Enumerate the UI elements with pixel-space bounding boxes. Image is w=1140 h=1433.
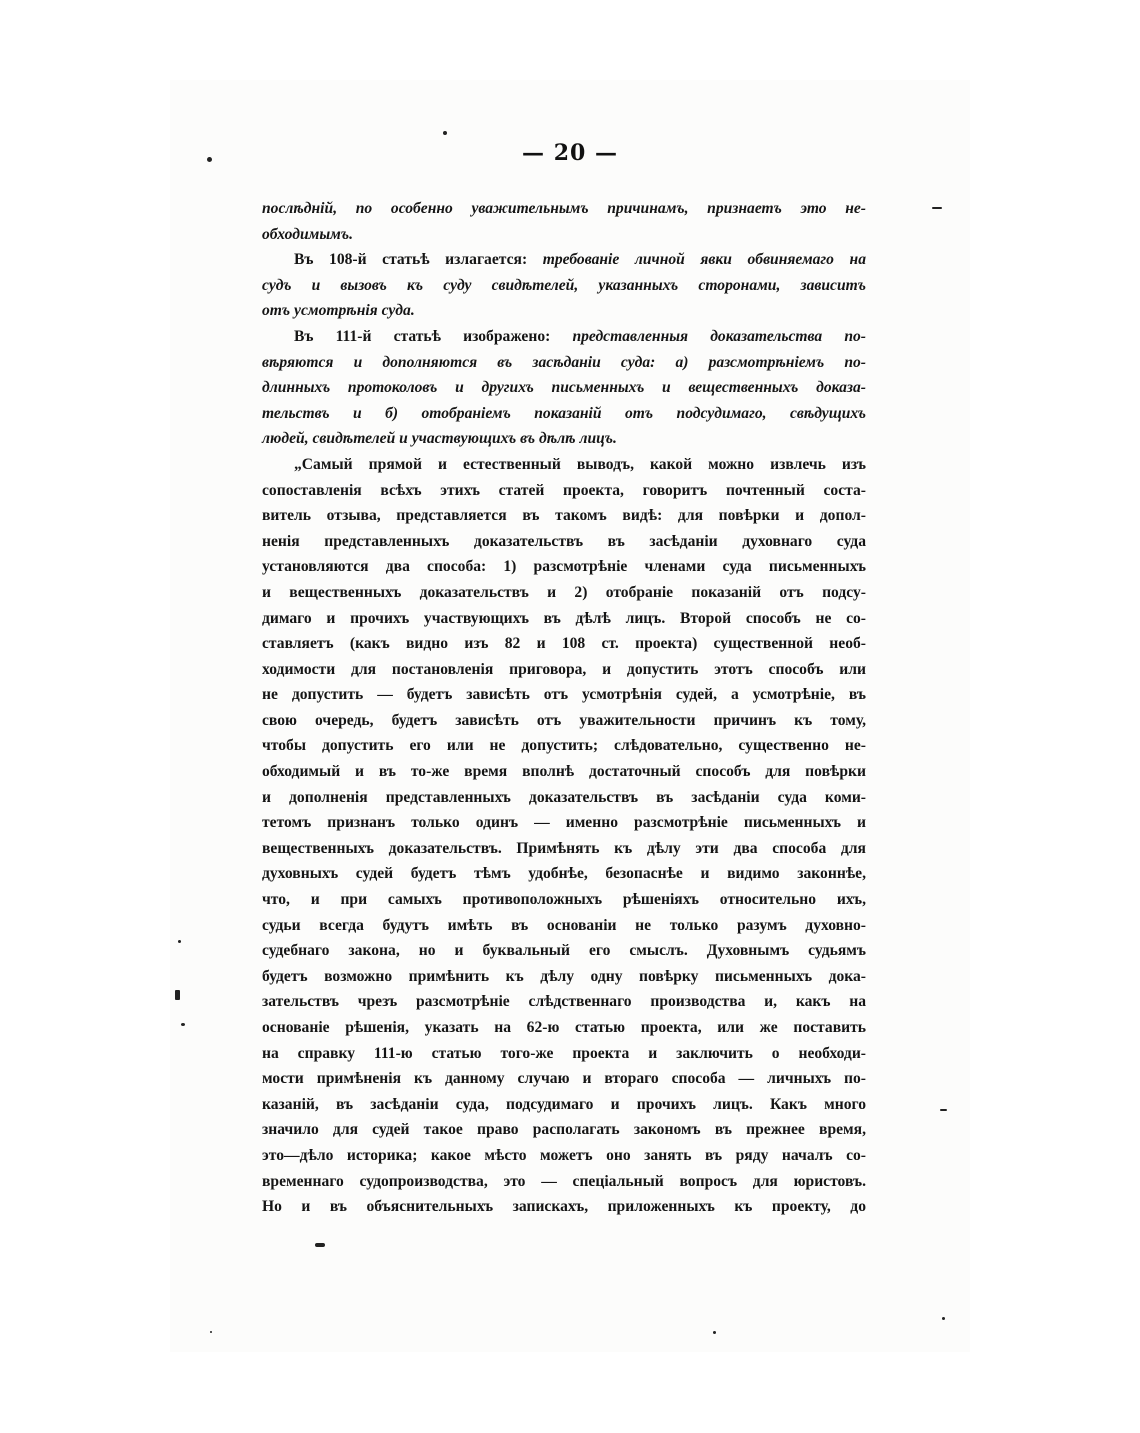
text-line: димаго и прочихъ участвующихъ въ дѣлѣ лицъ. Второй способъ не со- bbox=[262, 609, 866, 627]
text-line: что, и при самыхъ противоположныхъ рѣшеніяхъ относительно ихъ, bbox=[262, 891, 866, 909]
italic-quote: представленныя доказательства по- bbox=[572, 327, 866, 345]
scan-speck bbox=[315, 1243, 325, 1247]
italic-quote: требованіе личной явки обвиняемаго на bbox=[542, 251, 866, 269]
text-line: и дополненія представленныхъ доказательствъ въ засѣданіи суда коми- bbox=[262, 788, 866, 806]
text-line: временнаго судопроизводства, это — спеціальный вопросъ для юристовъ. bbox=[262, 1172, 866, 1190]
scan-speck bbox=[175, 990, 180, 1000]
paragraph-0 bbox=[262, 196, 866, 247]
text-line: обходимый и въ то-же время вполнѣ достаточный способъ для повѣрки bbox=[262, 763, 866, 781]
text-line: не допустить — будетъ зависѣть отъ усмотрѣнія судей, а усмотрѣніе, въ bbox=[262, 686, 866, 704]
text-line: это—дѣло историка; какое мѣсто можетъ оно занять въ ряду началъ со- bbox=[262, 1146, 866, 1164]
text-line: сопоставленія всѣхъ этихъ статей проекта, говоритъ почтенный соста- bbox=[262, 481, 866, 499]
paragraph-3 bbox=[262, 452, 866, 1220]
page-number: — 20 — bbox=[522, 140, 618, 166]
text-line: и вещественныхъ доказательствъ и 2) отобраніе показаній отъ подсу- bbox=[262, 583, 866, 601]
text-line: ставляетъ (какъ видно изъ 82 и 108 ст. проекта) существенной необ- bbox=[262, 635, 866, 653]
text-line: свою очередь, будетъ зависѣть отъ уважительности причинъ къ тому, bbox=[262, 711, 866, 729]
body-text bbox=[262, 196, 866, 1220]
text-line: „Самый прямой и естественный выводъ, какой можно извлечь изъ bbox=[294, 455, 866, 473]
text-line: вещественныхъ доказательствъ. Примѣнять къ дѣлу эти два способа для bbox=[262, 839, 866, 857]
text-line: установляются два способа: 1) разсмотрѣніе членами суда письменныхъ bbox=[262, 558, 866, 576]
text-line: будетъ возможно примѣнить къ дѣлу одну повѣрку письменныхъ дока- bbox=[262, 967, 866, 985]
paragraph-1 bbox=[262, 247, 866, 324]
text-line: судебнаго закона, но и буквальный его смыслъ. Духовнымъ судьямъ bbox=[262, 942, 866, 960]
scan-speck bbox=[210, 1331, 212, 1333]
text-line: тельствъ и б) отобраніемъ показаній отъ подсудимаго, свѣдущихъ bbox=[262, 404, 866, 422]
scan-speck bbox=[932, 207, 942, 209]
text-line: зательствъ чрезъ разсмотрѣніе слѣдственнаго производства и, какъ на bbox=[262, 993, 866, 1011]
text-line: мости примѣненія къ данному случаю и втораго способа — личныхъ по- bbox=[262, 1070, 866, 1088]
text-line: ненія представленныхъ доказательствъ въ засѣданіи духовнаго суда bbox=[262, 532, 866, 550]
text-line: людей, свидѣтелей и участвующихъ въ дѣлѣ лицъ. bbox=[262, 430, 617, 448]
text-line: обходимымъ. bbox=[262, 225, 353, 243]
scan-speck bbox=[940, 1109, 947, 1111]
text-line bbox=[262, 247, 866, 273]
text-line: ходимости для постановленія приговора, и допустить этотъ способъ или bbox=[262, 660, 866, 678]
paragraph-lead: Въ 108-й статьѣ излагается: bbox=[294, 251, 543, 269]
scan-speck bbox=[178, 940, 181, 943]
text-line bbox=[262, 324, 866, 350]
text-line: Но и въ объяснительныхъ запискахъ, приложенныхъ къ проекту, до bbox=[262, 1198, 866, 1216]
text-line: духовныхъ судей будетъ тѣмъ удобнѣе, безопаснѣе и видимо законнѣе, bbox=[262, 865, 866, 883]
text-line: тетомъ признанъ только одинъ — именно разсмотрѣніе письменныхъ и bbox=[262, 814, 866, 832]
scan-speck bbox=[713, 1331, 716, 1334]
text-line: судьи всегда будутъ имѣть въ основаніи не только разумъ духовно- bbox=[262, 916, 866, 934]
paragraph-2 bbox=[262, 324, 866, 452]
text-line: судъ и вызовъ къ суду свидѣтелей, указанныхъ сторонами, зависитъ bbox=[262, 276, 866, 294]
text-line: основаніе рѣшенія, указать на 62-ю статью проекта, или же поставить bbox=[262, 1019, 866, 1036]
text-line: длинныхъ протоколовъ и другихъ письменныхъ и вещественныхъ доказа- bbox=[262, 379, 866, 397]
text-line: казаній, въ засѣданіи суда, подсудимаго и прочихъ лицъ. Какъ много bbox=[262, 1095, 866, 1113]
text-line: послѣдній, по особенно уважительнымъ причинамъ, признаетъ это не- bbox=[262, 200, 866, 217]
text-line: вѣряются и дополняются въ засѣданіи суда: а) разсмотрѣніемъ по- bbox=[262, 353, 866, 371]
scan-speck bbox=[443, 131, 447, 135]
text-line: чтобы допустить его или не допустить; слѣдовательно, существенно не- bbox=[262, 737, 866, 755]
paragraph-lead: Въ 111-й статьѣ изображено: bbox=[294, 327, 573, 345]
text-line: витель отзыва, представляется въ такомъ видѣ: для повѣрки и допол- bbox=[262, 507, 866, 525]
scan-speck bbox=[181, 1023, 185, 1026]
text-line: отъ усмотрѣнія суда. bbox=[262, 302, 415, 320]
text-line: на справку 111-ю статью того-же проекта и заключить о необходи- bbox=[262, 1044, 866, 1062]
text-line: значило для судей такое право располагать закономъ въ прежнее время, bbox=[262, 1121, 866, 1139]
scan-speck bbox=[942, 1317, 945, 1320]
